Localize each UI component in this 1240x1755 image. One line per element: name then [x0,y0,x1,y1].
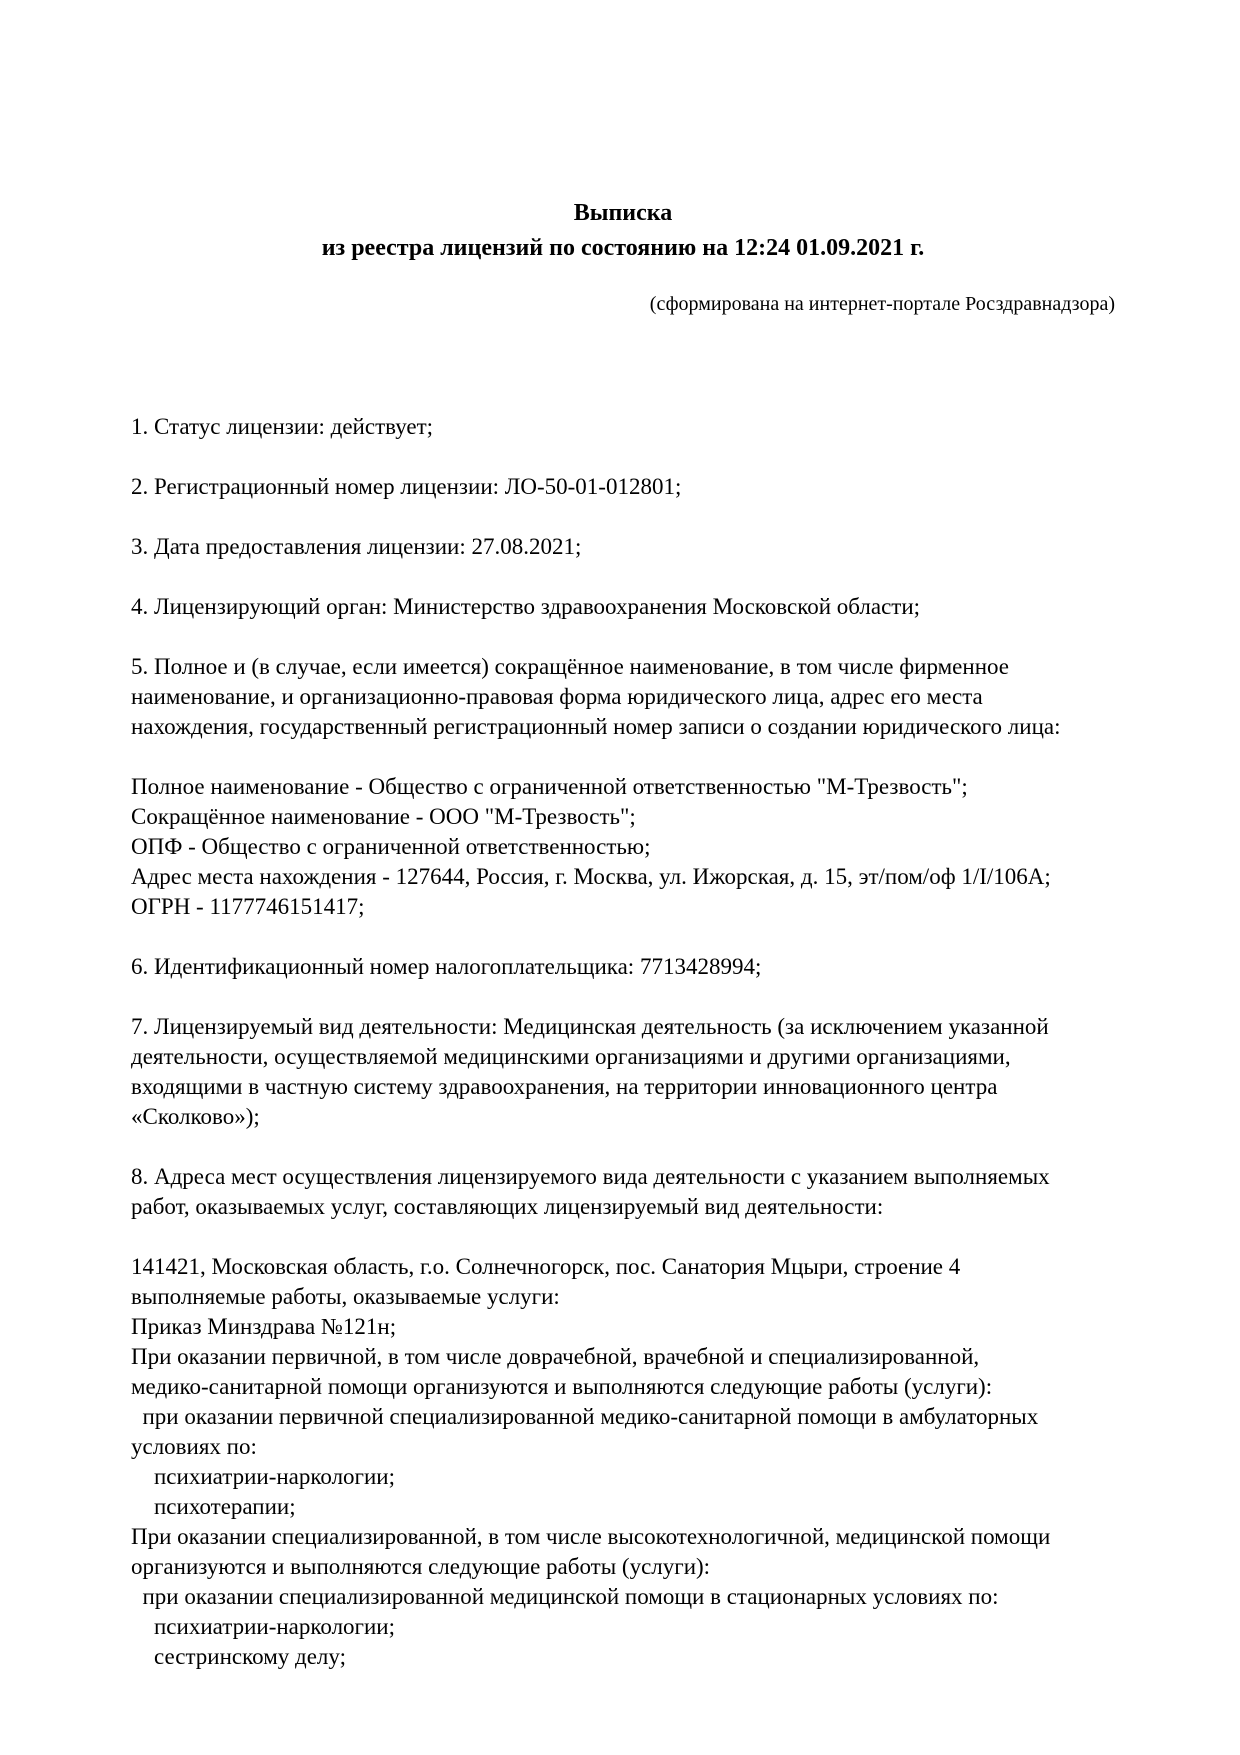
text-line: условиях по: [131,1434,257,1459]
text-line: При оказании первичной, в том числе доврачебной, врачебной и специализированной, [131,1344,980,1369]
text-line: деятельности, осуществляемой медицинскими организациями и другими организациями, [131,1044,1011,1069]
text-line: сестринскому делу; [131,1644,346,1669]
text-line: Полное наименование - Общество с ограниченной ответственностью "М-Трезвость"; [131,774,968,799]
text-line: выполняемые работы, оказываемые услуги: [131,1284,560,1309]
text-line [131,1132,1123,1162]
text-line: организуются и выполняются следующие работы (услуги): [131,1554,711,1579]
text-line: Приказ Минздрава №121н; [131,1314,397,1339]
text-line: при оказании первичной специализированной медико-санитарной помощи в амбулаторных [131,1404,1039,1429]
text-line [131,442,1123,472]
text-line: входящими в частную систему здравоохранения, на территории инновационного центра [131,1074,998,1099]
text-line [131,502,1123,532]
text-line: при оказании специализированной медицинской помощи в стационарных условиях по: [131,1584,999,1609]
text-line: 141421, Московская область, г.о. Солнечногорск, пос. Санатория Мцыри, строение 4 [131,1254,961,1279]
document-body [131,412,1123,1672]
text-line: психотерапии; [131,1494,296,1519]
text-line: ОГРН - 1177746151417; [131,894,365,919]
text-line: 4. Лицензирующий орган: Министерство здравоохранения Московской области; [131,594,921,619]
text-line: «Сколково»); [131,1104,260,1129]
text-line: Адрес места нахождения - 127644, Россия, г. Москва, ул. Ижорская, д. 15, эт/пом/оф 1/I/106А; [131,864,1051,889]
text-line: психиатрии-наркологии; [131,1464,395,1489]
text-line: 6. Идентификационный номер налогоплательщика: 7713428994; [131,954,762,979]
text-line: Сокращённое наименование - ООО "М-Трезвость"; [131,804,636,829]
text-line: 1. Статус лицензии: действует; [131,414,434,439]
document-title-line-2: из реестра лицензий по состоянию на 12:24 01.09.2021 г. [321,235,925,261]
document-title-line-1: Выписка [573,200,673,226]
text-line [131,742,1123,772]
text-line [131,1222,1123,1252]
text-line: нахождения, государственный регистрационный номер записи о создании юридического лица: [131,714,1061,739]
text-line [131,922,1123,952]
text-line: психиатрии-наркологии; [131,1614,395,1639]
text-line: медико-санитарной помощи организуются и выполняются следующие работы (услуги): [131,1374,993,1399]
document-subtitle: (сформирована на интернет-портале Росздравнадзора) [649,293,1115,315]
text-line: 3. Дата предоставления лицензии: 27.08.2021; [131,534,582,559]
text-line [131,562,1123,592]
text-line: 2. Регистрационный номер лицензии: ЛО-50-01-012801; [131,474,682,499]
text-line: 7. Лицензируемый вид деятельности: Медицинская деятельность (за исключением указанной [131,1014,1049,1039]
text-line: 8. Адреса мест осуществления лицензируемого вида деятельности с указанием выполняемых [131,1164,1050,1189]
text-line [131,622,1123,652]
text-line: работ, оказываемых услуг, составляющих лицензируемый вид деятельности: [131,1194,884,1219]
text-line: ОПФ - Общество с ограниченной ответственностью; [131,834,651,859]
text-line: При оказании специализированной, в том числе высокотехнологичной, медицинской помощи [131,1524,1051,1549]
text-line [131,982,1123,1012]
text-line: наименование, и организационно-правовая форма юридического лица, адрес его места [131,684,983,709]
text-line: 5. Полное и (в случае, если имеется) сокращённое наименование, в том числе фирменное [131,654,1009,679]
